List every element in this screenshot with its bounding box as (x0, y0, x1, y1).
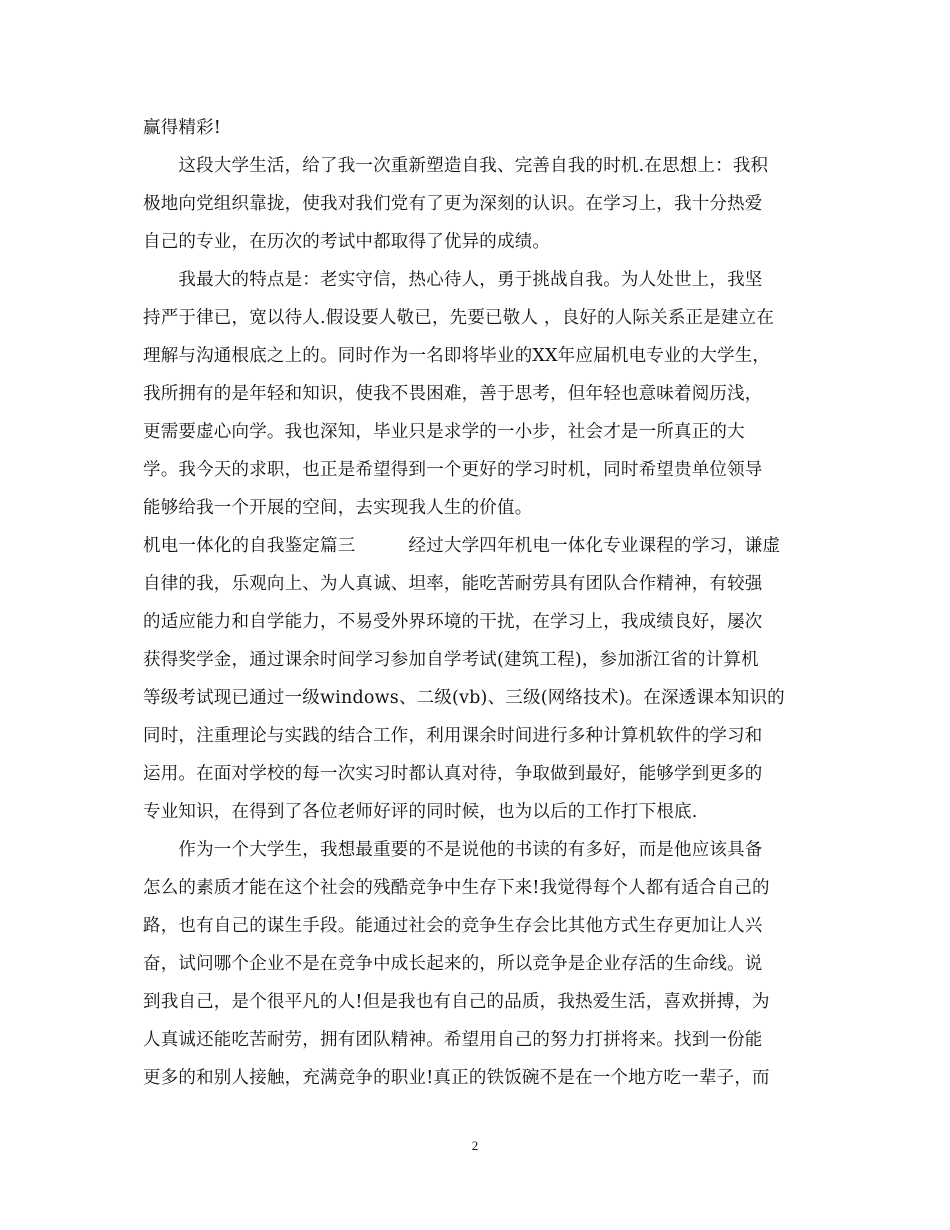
text-line: 赢得精彩! (143, 118, 222, 138)
text-line: 更需要虚心向学。我也深知，毕业只是求学的一小步，社会才是一所真正的大 (143, 422, 745, 442)
text-line: 持严于律已，宽以待人.假设要人敬已，先要已敬人 ，良好的人际关系正是建立在 (143, 308, 775, 328)
text-line: 同时，注重理论与实践的结合工作，利用课余时间进行多种计算机软件的学习和 (143, 726, 763, 746)
page-number: 2 (471, 1138, 479, 1153)
text-line: 人真诚还能吃苦耐劳，拥有团队精神。希望用自己的努力打拼将来。找到一份能 (143, 1030, 763, 1050)
text-line: 学。我今天的求职，也正是希望得到一个更好的学习时机，同时希望贵单位领导 (143, 460, 763, 480)
text-line: 理解与沟通根底之上的。同时作为一名即将毕业的XX年应届机电专业的大学生， (143, 346, 771, 366)
text-line: 路，也有自己的谋生手段。能通过社会的竞争生存会比其他方式生存更加让人兴 (143, 916, 763, 936)
text-line: 奋，试问哪个企业不是在竞争中成长起来的，所以竞争是企业存活的生命线。说 (143, 954, 763, 974)
text-line: 自己的专业，在历次的考试中都取得了优异的成绩。 (143, 232, 551, 252)
text-line: 这段大学生活，给了我一次重新塑造自我、完善自我的时机.在思想上：我积 (143, 156, 769, 176)
text-line: 能够给我一个开展的空间，去实现我人生的价值。 (143, 498, 533, 518)
text-line: 专业知识，在得到了各位老师好评的同时候，也为以后的工作打下根底. (143, 802, 698, 822)
text-line: 更多的和别人接触，充满竞争的职业!真正的铁饭碗不是在一个地方吃一辈子，而 (143, 1068, 770, 1088)
text-line: 到我自己，是个很平凡的人!但是我也有自己的品质，我热爱生活，喜欢拼搏，为 (143, 992, 770, 1012)
section-heading-line: 机电一体化的自我鉴定篇三 经过大学四年机电一体化专业课程的学习，谦虚 (143, 536, 781, 556)
text-line: 的适应能力和自学能力，不易受外界环境的干扰，在学习上，我成绩良好，屡次 (143, 612, 763, 632)
text-line: 作为一个大学生，我想最重要的不是说他的书读的有多好，而是他应该具备 (143, 840, 763, 860)
text-line: 等级考试现已通过一级windows、二级(vb)、三级(网络技术)。在深透课本知识的 (143, 688, 785, 708)
text-line: 极地向党组织靠拢，使我对我们党有了更为深刻的认识。在学习上，我十分热爱 (143, 194, 763, 214)
text-line: 运用。在面对学校的每一次实习时都认真对待，争取做到最好，能够学到更多的 (143, 764, 763, 784)
text-line: 怎么的素质才能在这个社会的残酷竞争中生存下来!我觉得每个人都有适合自己的 (143, 878, 770, 898)
text-line: 我最大的特点是：老实守信，热心待人，勇于挑战自我。为人处世上，我坚 (143, 270, 763, 290)
text-line: 我所拥有的是年轻和知识，使我不畏困难，善于思考，但年轻也意味着阅历浅， (143, 384, 763, 404)
text-line: 自律的我，乐观向上、为人真诚、坦率，能吃苦耐劳具有团队合作精神，有较强 (143, 574, 763, 594)
text-line: 获得奖学金，通过课余时间学习参加自学考试(建筑工程)，参加浙江省的计算机 (143, 650, 759, 670)
